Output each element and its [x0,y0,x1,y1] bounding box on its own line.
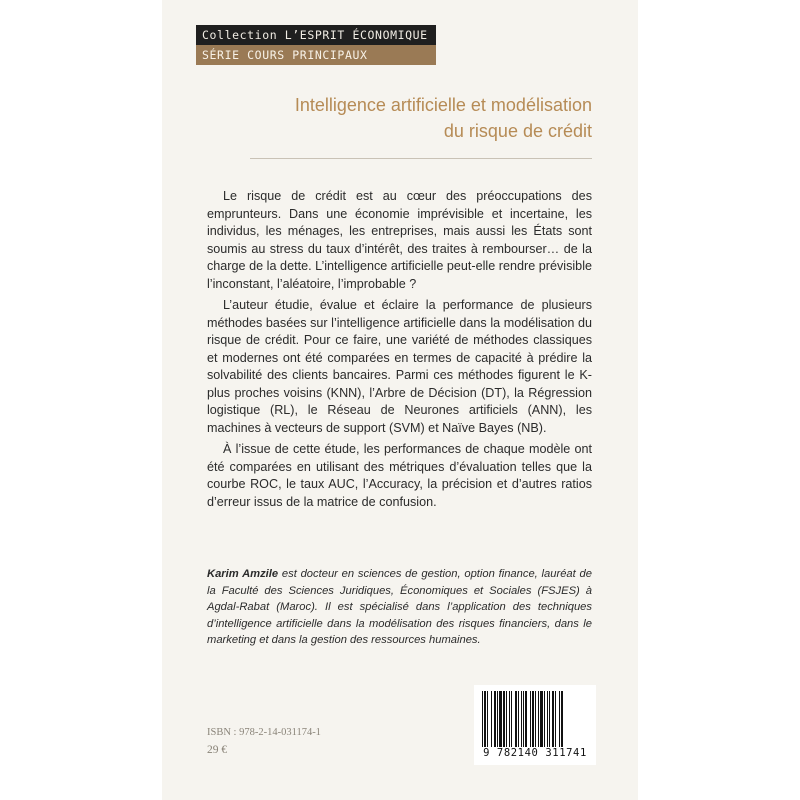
barcode-bar [563,691,564,747]
summary-paragraph-1: Le risque de crédit est au cœur des préoccupations des emprunteurs. Dans une économie imprévisible et incertaine, les individus, les ménages, les entreprises, mais aussi les États sont soumis au stress du taux d’intérêt, des traites à rembourser… de la charge de la dette. L’intelligence artificielle peut-elle rendre prévisible l’inconstant, l’aléatoire, l’improbable ? [207,189,592,291]
title-line-2: du risque de crédit [443,121,592,141]
barcode-bars [482,691,588,747]
author-bio-text: est docteur en sciences de gestion, option finance, lauréat de la Faculté des Sciences Juridiques, Économiques et Sociales (FSJES) à Agdal-Rabat (Maroc). Il est spécialisé dans l’application des techniques d’intelligence artificielle dans la modélisation des risques financiers, dans le marketing et dans la gestion des ressources humaines. [207,568,592,646]
price: 29 € [207,744,228,756]
title-divider [250,158,592,159]
series-band: SÉRIE COURS PRINCIPAUX [196,45,436,65]
isbn: ISBN : 978-2-14-031174-1 [207,727,321,738]
author-name: Karim Amzile [207,568,279,580]
author-bio [207,566,592,649]
summary-paragraph-2: L’auteur étudie, évalue et éclaire la performance de plusieurs méthodes basées sur l’intelligence artificielle dans la modélisation du risque de crédit. Pour ce faire, une variété de méthodes classiques et modernes ont été comparées en termes de capacité à prédire la solvabilité des clients bancaires. Parmi ces méthodes figurent le K-plus proches voisins (KNN), l’Arbre de Décision (DT), la Régression logistique (RL), le Réseau de Neurones artificiels (ANN), les machines à vecteurs de support (SVM) et Naïve Bayes (NB). [207,298,592,435]
title-line-1: Intelligence artificielle et modélisation [294,95,592,115]
collection-band: Collection L’ESPRIT ÉCONOMIQUE [196,25,436,45]
barcode [474,685,596,765]
summary [207,188,592,515]
barcode-digits: 9 782140 311741 [483,747,587,759]
summary-paragraph-3: À l’issue de cette étude, les performances de chaque modèle ont été comparées en utilisant des métriques d’évaluation telles que la courbe ROC, le taux AUC, l’Accuracy, la précision et d’autres ratios d’erreur issus de la matrice de confusion. [207,442,592,509]
book-title [210,92,592,144]
